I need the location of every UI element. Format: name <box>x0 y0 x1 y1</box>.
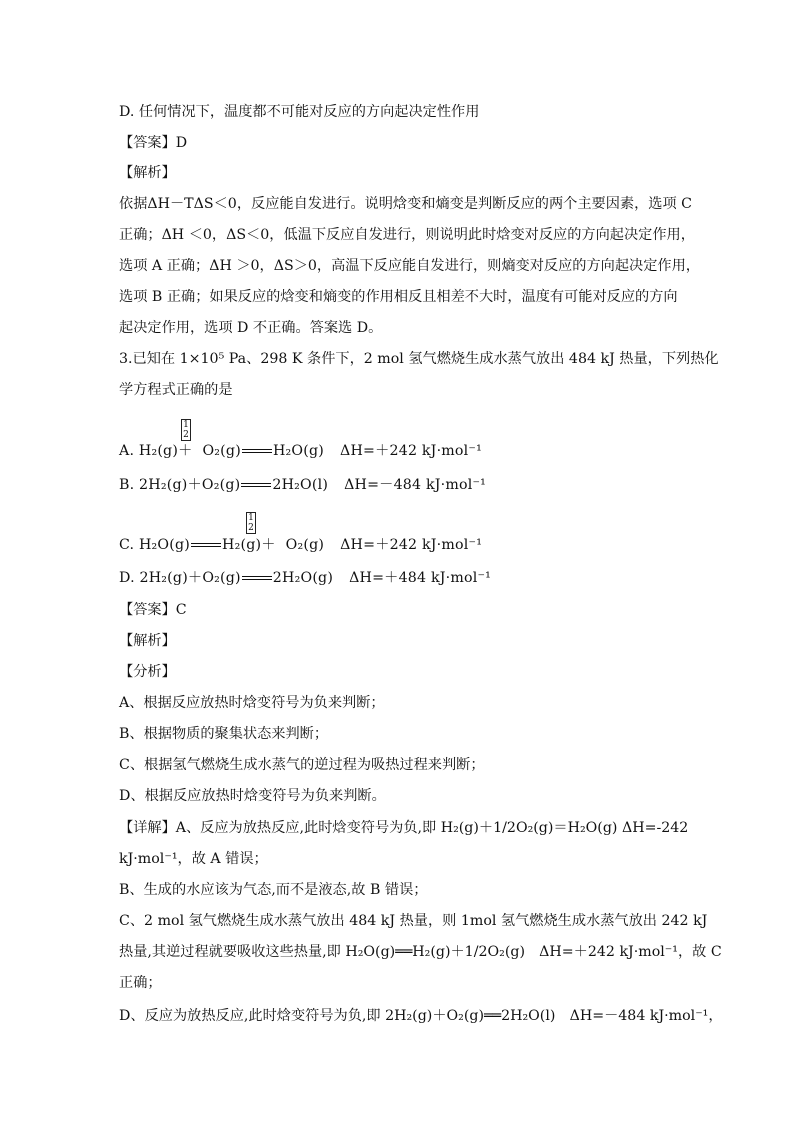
option-d-enthalpy: ΔH=＋484 kJ·mol⁻¹ <box>349 570 492 586</box>
breakdown-c: C、根据氢气燃烧生成水蒸气的逆过程为吸热过程来判断； <box>119 757 485 773</box>
option-c-enthalpy: ΔH=＋242 kJ·mol⁻¹ <box>340 537 483 553</box>
detail-a-line-2: kJ·mol⁻¹，故 A 错误； <box>119 851 268 867</box>
analysis-line-1: 依据ΔH－TΔS＜0，反应能自发进行。说明焓变和熵变是判断反应的两个主要因素，选项 C <box>119 196 693 212</box>
option-c-product-1: H₂(g)＋ <box>222 537 276 553</box>
analysis-line-2: 正确；ΔH ＜0，ΔS＜0，低温下反应自发进行，则说明此时焓变对反应的方向起决定作用， <box>119 227 695 243</box>
option-c-reactant: C. H₂O(g) <box>119 537 191 553</box>
detail-c-line-3: 正确； <box>119 975 162 991</box>
analysis-line-5: 起决定作用，选项 D 不正确。答案选 D。 <box>119 320 383 336</box>
option-a-reactant-2: O₂(g) <box>202 443 241 459</box>
option-d-equation <box>119 568 491 588</box>
answer-label: 【答案】D <box>119 135 188 151</box>
option-a-enthalpy: ΔH=＋242 kJ·mol⁻¹ <box>340 443 482 459</box>
detail-b: B、生成的水应该为气态,而不是液态,故 B 错误； <box>119 882 428 898</box>
detail-c-line-1: C、2 mol 氢气燃烧生成水蒸气放出 484 kJ 热量，则 1mol 氢气燃烧生成水蒸气放出 242 kJ <box>119 913 708 929</box>
option-b-reactants: B. 2H₂(g)＋O₂(g) <box>119 477 241 493</box>
breakdown-a: A、根据反应放热时焓变符号为负来判断； <box>119 695 385 711</box>
answer-label-2: 【答案】C <box>119 602 187 618</box>
option-b-product: 2H₂O(l) <box>272 477 329 493</box>
equals-arrow <box>242 576 272 580</box>
breakdown-b: B、根据物质的聚集状态来判断； <box>119 726 329 742</box>
equals-arrow <box>242 449 272 453</box>
option-c-equation <box>119 535 482 555</box>
analysis-line-3: 选项 A 正确；ΔH ＞0，ΔS＞0，高温下反应能自发进行，则熵变对反应的方向起决定作用， <box>119 258 700 274</box>
option-b-enthalpy: ΔH=－484 kJ·mol⁻¹ <box>344 477 487 493</box>
option-d-product: 2H₂O(g) <box>272 570 334 586</box>
fraction-box-a: 1 2 <box>181 419 191 441</box>
detail-c-line-2: 热量,其逆过程就要吸收这些热量,即 H₂O(g)══H₂(g)＋1/2O₂(g) ΔH=＋242 kJ·mol⁻¹，故 C <box>119 944 722 960</box>
equals-arrow <box>241 483 271 487</box>
option-d-reactants: D. 2H₂(g)＋O₂(g) <box>119 570 241 586</box>
detail-d-line-1: D、反应为放热反应,此时焓变符号为负,即 2H₂(g)＋O₂(g)══2H₂O(l) ΔH=－484 kJ·mol⁻¹， <box>119 1008 723 1024</box>
option-d-text: D. 任何情况下，温度都不可能对反应的方向起决定性作用 <box>119 104 480 120</box>
analysis-label-2: 【解析】 <box>119 633 176 649</box>
question-3-line-2: 学方程式正确的是 <box>119 382 233 398</box>
breakdown-d: D、根据反应放热时焓变符号为负来判断。 <box>119 788 386 804</box>
option-c-product-2: O₂(g) <box>285 537 325 553</box>
option-a-reactant-1: A. H₂(g)＋ <box>119 443 193 459</box>
option-a-equation <box>119 441 482 461</box>
analysis-label: 【解析】 <box>119 165 176 181</box>
equals-arrow <box>191 543 221 547</box>
detail-a-line-1: 【详解】A、反应为放热反应,此时焓变符号为负,即 H₂(g)＋1/2O₂(g)＝H₂O(g) ΔH=-242 <box>119 820 689 836</box>
fraction-box-c: 1 2 <box>246 512 256 534</box>
question-3-line-1: 3.已知在 1×10⁵ Pa、298 K 条件下，2 mol 氢气燃烧生成水蒸气放出 484 kJ 热量，下列热化 <box>119 351 719 367</box>
option-b-equation <box>119 475 486 495</box>
breakdown-label: 【分析】 <box>119 664 176 680</box>
analysis-line-4: 选项 B 正确；如果反应的焓变和熵变的作用相反且相差不大时，温度有可能对反应的方向 <box>119 289 678 305</box>
option-a-product: H₂O(g) <box>272 443 324 459</box>
